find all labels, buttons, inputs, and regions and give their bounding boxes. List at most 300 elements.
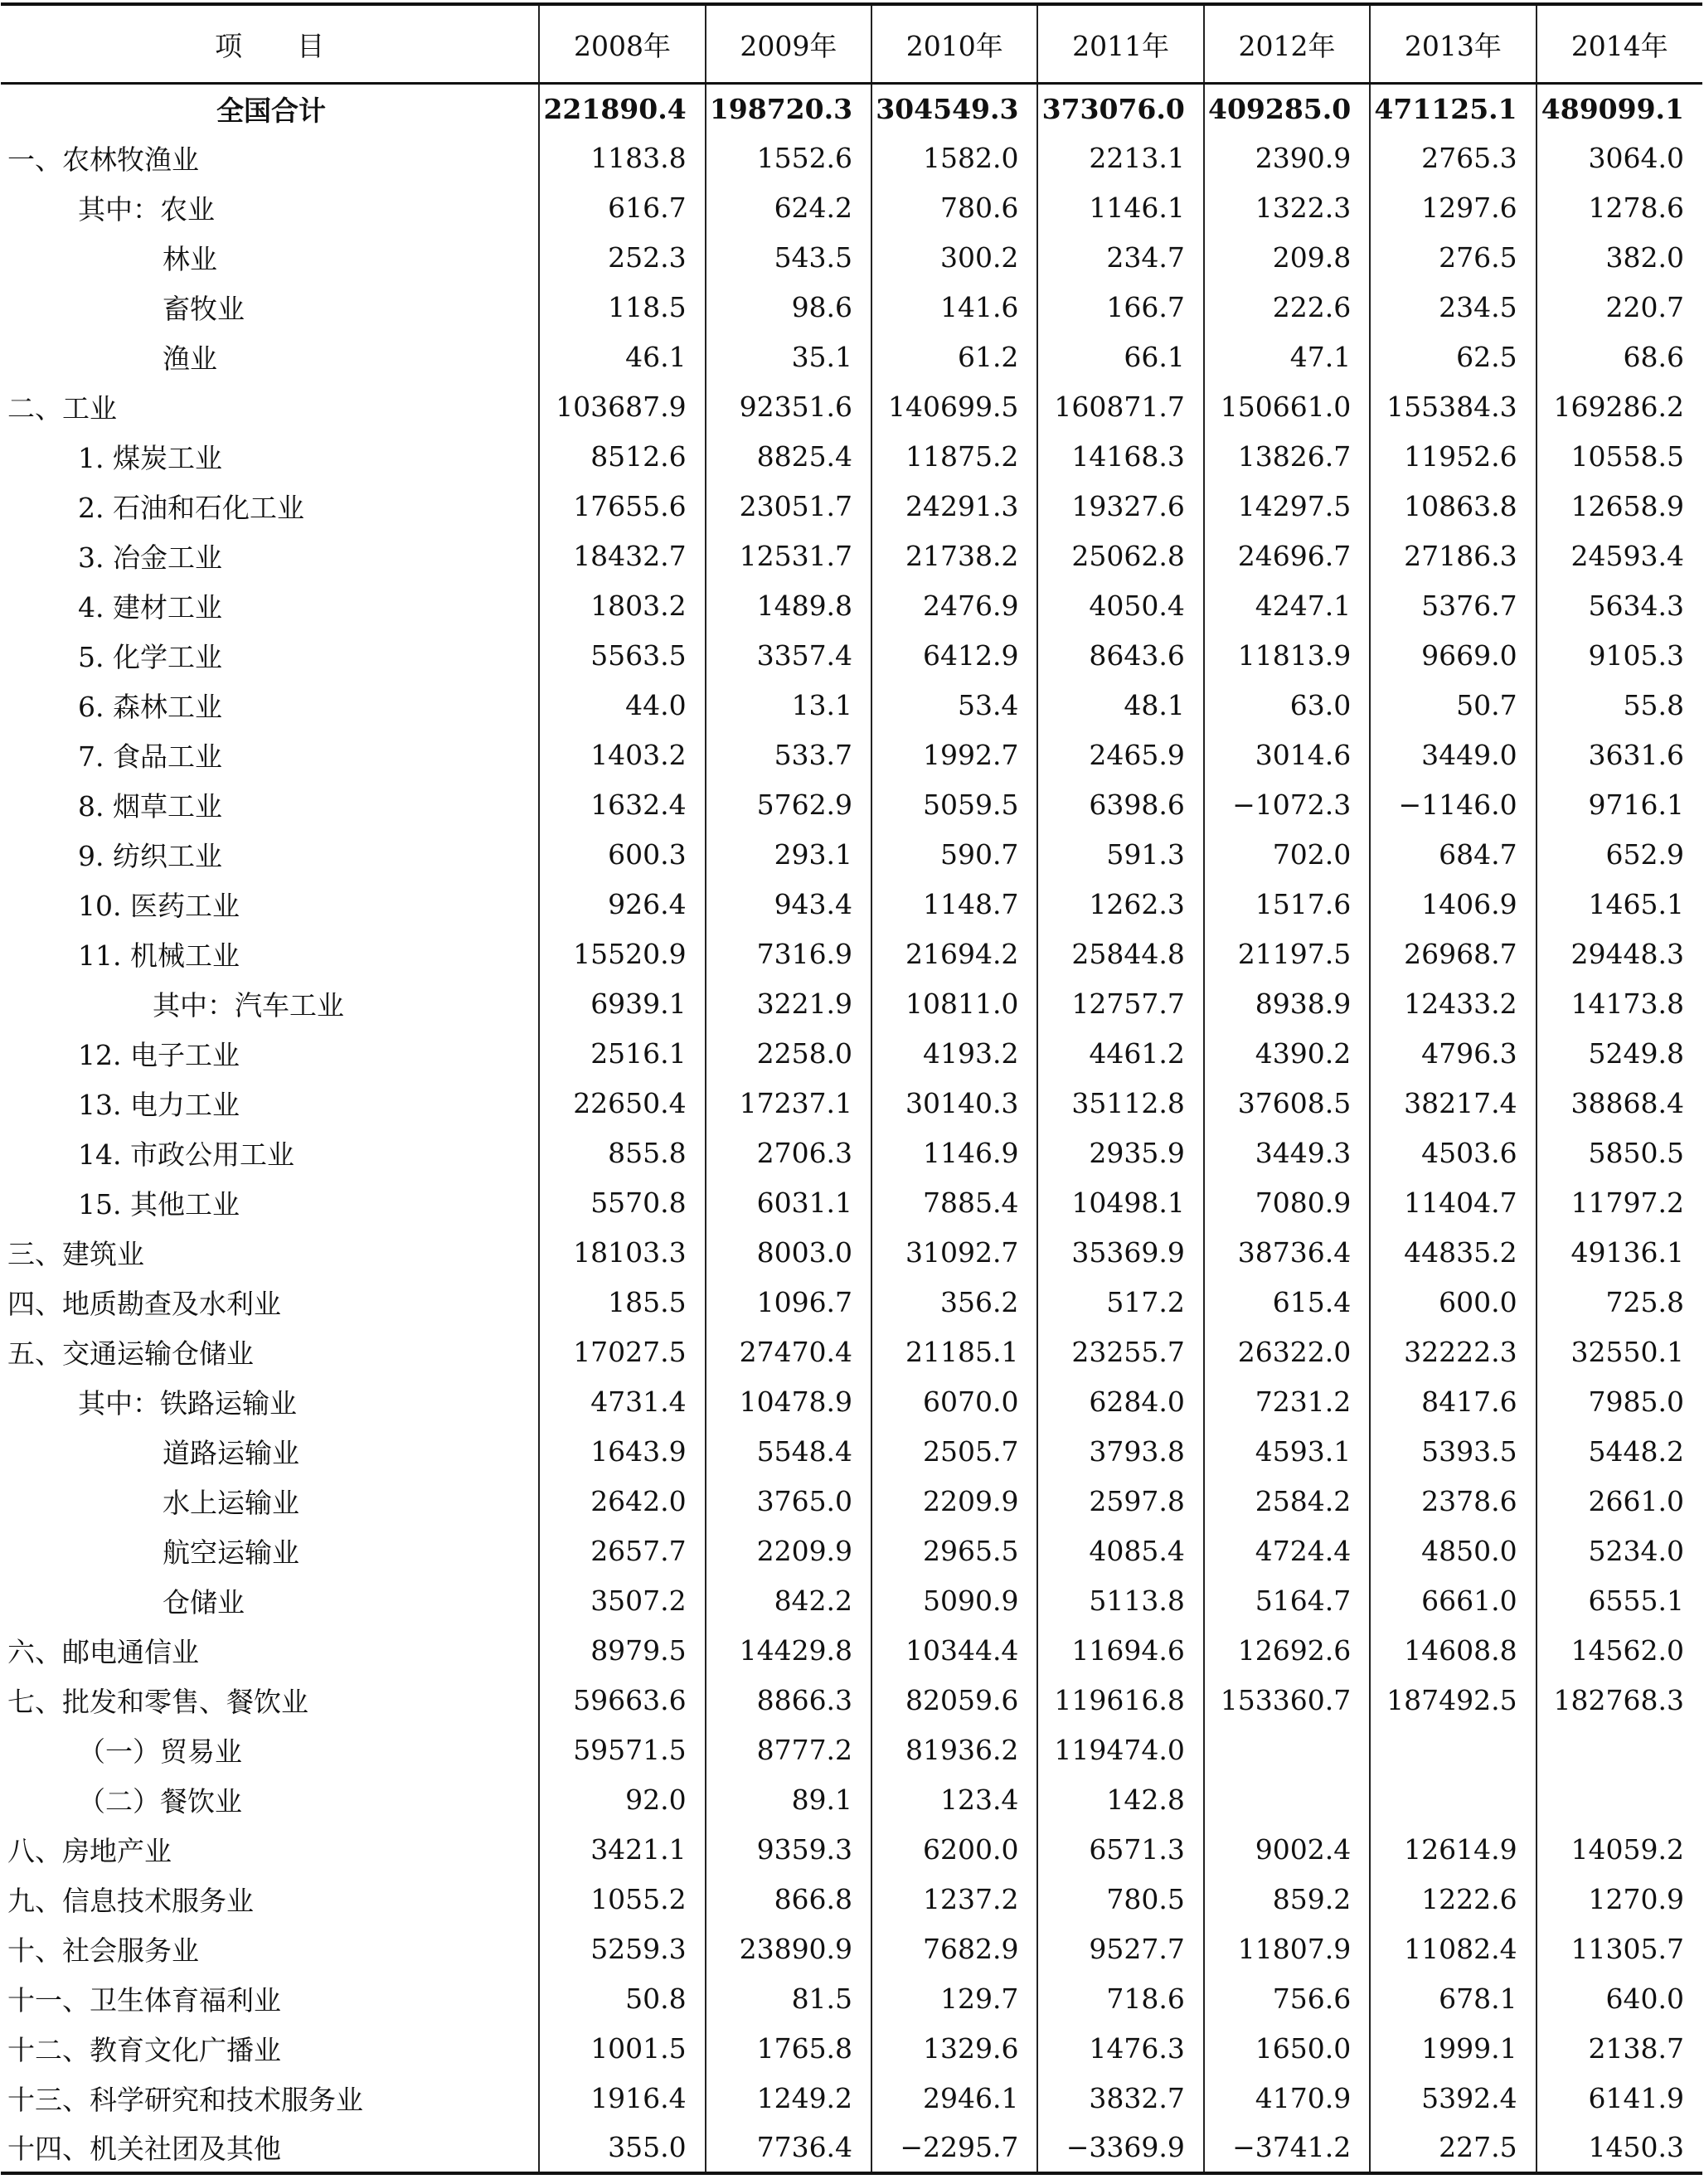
cell-value: 5563.5 [539,631,705,681]
cell-value: 3014.6 [1204,730,1370,780]
cell-value: 187492.5 [1370,1676,1536,1725]
cell-value: 855.8 [539,1128,705,1178]
cell-value: 300.2 [871,233,1037,283]
cell-value: 37608.5 [1204,1079,1370,1128]
cell-value: 32222.3 [1370,1327,1536,1377]
cell-value: 9527.7 [1037,1924,1203,1974]
cell-value: 3793.8 [1037,1427,1203,1477]
row-label: 十四、机关社团及其他 [7,2133,281,2165]
cell-value: 153360.7 [1204,1676,1370,1725]
cell-value: 6398.6 [1037,780,1203,830]
cell-value: 221890.4 [539,84,705,133]
cell-value: 142.8 [1037,1775,1203,1825]
table-row [1,1626,1702,1676]
cell-value: 2946.1 [871,2074,1037,2123]
cell-value: 4593.1 [1204,1427,1370,1477]
cell-value: 31092.7 [871,1228,1037,1278]
cell-value: 234.7 [1037,233,1203,283]
table-row [1,681,1702,730]
row-label: （二）餐饮业 [78,1785,242,1818]
table-row [1,432,1702,482]
cell-value: 293.1 [706,830,871,880]
cell-value: 5376.7 [1370,581,1536,631]
cell-value: 32550.1 [1537,1327,1702,1377]
cell-value: 1146.9 [871,1128,1037,1178]
table-row [1,1377,1702,1427]
cell-value: 62.5 [1370,332,1536,382]
cell-value: 4503.6 [1370,1128,1536,1178]
row-label: 八、房地产业 [7,1835,172,1867]
cell-value: 23890.9 [706,1924,871,1974]
cell-value [1537,1775,1702,1825]
cell-value: 2138.7 [1537,2024,1702,2074]
cell-value: 48.1 [1037,681,1203,730]
row-label: 九、信息技术服务业 [7,1885,254,1917]
table-row [1,1128,1702,1178]
table-row [1,1327,1702,1377]
table-row [1,730,1702,780]
row-label: 七、批发和零售、餐饮业 [7,1686,308,1718]
cell-value: 26968.7 [1370,929,1536,979]
cell-value: 5570.8 [539,1178,705,1228]
cell-value: −1072.3 [1204,780,1370,830]
cell-value: 11797.2 [1537,1178,1702,1228]
cell-value: 141.6 [871,283,1037,332]
cell-value: 13.1 [706,681,871,730]
table-row [1,531,1702,581]
row-label: 15. 其他工业 [78,1188,240,1221]
row-label: 14. 市政公用工业 [78,1138,294,1171]
cell-value: 155384.3 [1370,382,1536,432]
cell-value: 15520.9 [539,929,705,979]
cell-value: 8777.2 [706,1725,871,1775]
cell-value: 29448.3 [1537,929,1702,979]
cell-value: 27470.4 [706,1327,871,1377]
cell-value: 5548.4 [706,1427,871,1477]
cell-value: 166.7 [1037,283,1203,332]
cell-value: 22650.4 [539,1079,705,1128]
cell-value: 5249.8 [1537,1029,1702,1079]
cell-value: 119474.0 [1037,1725,1203,1775]
table-row [1,1725,1702,1775]
row-label: 6. 森林工业 [78,691,222,723]
cell-value: 6200.0 [871,1825,1037,1875]
cell-value: 50.7 [1370,681,1536,730]
cell-value: 17237.1 [706,1079,871,1128]
cell-value: 14059.2 [1537,1825,1702,1875]
row-label: 12. 电子工业 [78,1039,240,1071]
cell-value: 227.5 [1370,2123,1536,2173]
cell-value: 160871.7 [1037,382,1203,432]
cell-value: 5090.9 [871,1576,1037,1626]
table-row [1,1079,1702,1128]
row-label: 9. 纺织工业 [78,840,222,872]
table-row [1,1427,1702,1477]
cell-value: 3449.0 [1370,730,1536,780]
cell-value: 2965.5 [871,1526,1037,1576]
row-label: 5. 化学工业 [78,641,222,673]
cell-value: 7682.9 [871,1924,1037,1974]
cell-value: 234.5 [1370,283,1536,332]
cell-value: 92.0 [539,1775,705,1825]
cell-value: 10811.0 [871,979,1037,1029]
cell-value: 866.8 [706,1875,871,1924]
cell-value: 1765.8 [706,2024,871,2074]
row-label: 航空运输业 [163,1536,299,1569]
cell-value: 1403.2 [539,730,705,780]
cell-value: 12692.6 [1204,1626,1370,1676]
table-row [1,1676,1702,1725]
cell-value: 1582.0 [871,133,1037,183]
cell-value: 533.7 [706,730,871,780]
table-row [1,929,1702,979]
table-row [1,631,1702,681]
cell-value: 4193.2 [871,1029,1037,1079]
table-row [1,183,1702,233]
cell-value: 1222.6 [1370,1875,1536,1924]
cell-value: 63.0 [1204,681,1370,730]
row-label: 十、社会服务业 [7,1934,199,1967]
cell-value: 2213.1 [1037,133,1203,183]
cell-value: 1297.6 [1370,183,1536,233]
cell-value: 252.3 [539,233,705,283]
cell-value: 5448.2 [1537,1427,1702,1477]
cell-value: 2765.3 [1370,133,1536,183]
cell-value: 14562.0 [1537,1626,1702,1676]
cell-value: 3507.2 [539,1576,705,1626]
cell-value: 3449.3 [1204,1128,1370,1178]
cell-value [1204,1775,1370,1825]
cell-value: 4731.4 [539,1377,705,1427]
cell-value: 35112.8 [1037,1079,1203,1128]
cell-value: 615.4 [1204,1278,1370,1327]
cell-value: 81936.2 [871,1725,1037,1775]
total-row [1,84,1702,133]
cell-value: 38868.4 [1537,1079,1702,1128]
cell-value: 12658.9 [1537,482,1702,531]
cell-value: 2209.9 [706,1526,871,1576]
cell-value: 1517.6 [1204,880,1370,929]
cell-value: 198720.3 [706,84,871,133]
cell-value: 8979.5 [539,1626,705,1676]
cell-value: 123.4 [871,1775,1037,1825]
cell-value: 382.0 [1537,233,1702,283]
row-label: 十一、卫生体育福利业 [7,1984,281,2017]
header-year: 2013年 [1370,4,1536,84]
cell-value: 8643.6 [1037,631,1203,681]
cell-value: 756.6 [1204,1974,1370,2024]
cell-value: 1322.3 [1204,183,1370,233]
cell-value: 842.2 [706,1576,871,1626]
cell-value: 10344.4 [871,1626,1037,1676]
cell-value: 1552.6 [706,133,871,183]
cell-value: 780.6 [871,183,1037,233]
header-year: 2014年 [1537,4,1702,84]
cell-value: 21694.2 [871,929,1037,979]
cell-value: 5259.3 [539,1924,705,1974]
statistics-table [1,2,1702,2175]
row-label: 二、工业 [7,392,117,425]
cell-value: 780.5 [1037,1875,1203,1924]
cell-value: 11875.2 [871,432,1037,482]
cell-value: 5762.9 [706,780,871,830]
cell-value: 926.4 [539,880,705,929]
cell-value: 6939.1 [539,979,705,1029]
cell-value: 4724.4 [1204,1526,1370,1576]
cell-value: 471125.1 [1370,84,1536,133]
row-label: 三、建筑业 [7,1238,144,1270]
table-row [1,1228,1702,1278]
cell-value: 18432.7 [539,531,705,581]
cell-value: 2476.9 [871,581,1037,631]
table-row [1,1775,1702,1825]
cell-value: 3631.6 [1537,730,1702,780]
cell-value: 129.7 [871,1974,1037,2024]
cell-value: 12433.2 [1370,979,1536,1029]
cell-value: 1650.0 [1204,2024,1370,2074]
cell-value: 27186.3 [1370,531,1536,581]
cell-value: 859.2 [1204,1875,1370,1924]
cell-value: 943.4 [706,880,871,929]
row-label: 3. 冶金工业 [78,541,222,574]
cell-value: 222.6 [1204,283,1370,332]
cell-value: 2258.0 [706,1029,871,1079]
cell-value: 1055.2 [539,1875,705,1924]
row-label: （一）贸易业 [78,1735,242,1768]
cell-value: 38736.4 [1204,1228,1370,1278]
cell-value: 9669.0 [1370,631,1536,681]
cell-value [1537,1725,1702,1775]
cell-value: 169286.2 [1537,382,1702,432]
cell-value: 1450.3 [1537,2123,1702,2173]
cell-value: 517.2 [1037,1278,1203,1327]
cell-value: 6571.3 [1037,1825,1203,1875]
cell-value: 5164.7 [1204,1576,1370,1626]
cell-value: 61.2 [871,332,1037,382]
cell-value: 14168.3 [1037,432,1203,482]
cell-value: 66.1 [1037,332,1203,382]
cell-value: 11694.6 [1037,1626,1203,1676]
cell-value: 11082.4 [1370,1924,1536,1974]
cell-value: 355.0 [539,2123,705,2173]
table-row [1,780,1702,830]
cell-value: 44835.2 [1370,1228,1536,1278]
cell-value: −1146.0 [1370,780,1536,830]
cell-value: 185.5 [539,1278,705,1327]
cell-value: 2378.6 [1370,1477,1536,1526]
cell-value: 4796.3 [1370,1029,1536,1079]
cell-value: 5059.5 [871,780,1037,830]
cell-value: 19327.6 [1037,482,1203,531]
cell-value [1370,1725,1536,1775]
cell-value: 11305.7 [1537,1924,1702,1974]
cell-value: 1278.6 [1537,183,1702,233]
cell-value: 8825.4 [706,432,871,482]
table-row [1,1974,1702,2024]
table-row [1,1576,1702,1626]
cell-value: −2295.7 [871,2123,1037,2173]
cell-value: 489099.1 [1537,84,1702,133]
cell-value: 2584.2 [1204,1477,1370,1526]
cell-value: 182768.3 [1537,1676,1702,1725]
cell-value: 1465.1 [1537,880,1702,929]
cell-value: 18103.3 [539,1228,705,1278]
header-year: 2010年 [871,4,1037,84]
cell-value: 44.0 [539,681,705,730]
cell-value: 21185.1 [871,1327,1037,1377]
cell-value: 590.7 [871,830,1037,880]
table-body [1,84,1702,2173]
cell-value: 4050.4 [1037,581,1203,631]
cell-value: 725.8 [1537,1278,1702,1327]
table-row [1,1875,1702,1924]
cell-value: 1146.1 [1037,183,1203,233]
cell-value: 9359.3 [706,1825,871,1875]
cell-value: 24696.7 [1204,531,1370,581]
cell-value: −3741.2 [1204,2123,1370,2173]
cell-value: 4850.0 [1370,1526,1536,1576]
table-row [1,2024,1702,2074]
cell-value: 7885.4 [871,1178,1037,1228]
row-label: 13. 电力工业 [78,1089,240,1121]
cell-value: 1803.2 [539,581,705,631]
cell-value: 543.5 [706,233,871,283]
cell-value: 591.3 [1037,830,1203,880]
cell-value: 17027.5 [539,1327,705,1377]
table-row [1,1278,1702,1327]
table-row [1,979,1702,1029]
header-item: 项 目 [215,29,325,62]
cell-value: 11813.9 [1204,631,1370,681]
cell-value: 2516.1 [539,1029,705,1079]
row-label: 渔业 [163,342,217,375]
table-row [1,1825,1702,1875]
cell-value: 4247.1 [1204,581,1370,631]
cell-value: 5850.5 [1537,1128,1702,1178]
cell-value: 89.1 [706,1775,871,1825]
table-row [1,581,1702,631]
cell-value: 14297.5 [1204,482,1370,531]
cell-value: 7080.9 [1204,1178,1370,1228]
row-label: 7. 食品工业 [78,740,222,773]
cell-value: 118.5 [539,283,705,332]
cell-value: 1406.9 [1370,880,1536,929]
cell-value: 35369.9 [1037,1228,1203,1278]
table-row [1,233,1702,283]
cell-value: 24593.4 [1537,531,1702,581]
cell-value: 616.7 [539,183,705,233]
cell-value: 3421.1 [539,1825,705,1875]
cell-value: 6555.1 [1537,1576,1702,1626]
cell-value: 356.2 [871,1278,1037,1327]
cell-value: 1262.3 [1037,880,1203,929]
row-label: 十二、教育文化广播业 [7,2034,281,2066]
cell-value: 1096.7 [706,1278,871,1327]
header-year: 2009年 [706,4,871,84]
table-row [1,133,1702,183]
cell-value: 81.5 [706,1974,871,2024]
cell-value: 13826.7 [1204,432,1370,482]
cell-value: 1992.7 [871,730,1037,780]
header-year: 2011年 [1037,4,1203,84]
cell-value: 6661.0 [1370,1576,1536,1626]
table-row [1,1526,1702,1576]
cell-value: 6031.1 [706,1178,871,1228]
cell-value: 3765.0 [706,1477,871,1526]
cell-value: 21197.5 [1204,929,1370,979]
cell-value: 1249.2 [706,2074,871,2123]
cell-value: 7736.4 [706,2123,871,2173]
row-label: 五、交通运输仓储业 [7,1337,254,1370]
cell-value [1370,1775,1536,1825]
cell-value: 11952.6 [1370,432,1536,482]
cell-value: 3357.4 [706,631,871,681]
cell-value: 2505.7 [871,1427,1037,1477]
cell-value: 1999.1 [1370,2024,1536,2074]
cell-value: 5634.3 [1537,581,1702,631]
cell-value: 1643.9 [539,1427,705,1477]
cell-value: 276.5 [1370,233,1536,283]
cell-value: 2935.9 [1037,1128,1203,1178]
table-row [1,332,1702,382]
cell-value: 14608.8 [1370,1626,1536,1676]
cell-value: 4170.9 [1204,2074,1370,2123]
cell-value: 2209.9 [871,1477,1037,1526]
cell-value: 9105.3 [1537,631,1702,681]
cell-value: 220.7 [1537,283,1702,332]
cell-value: 103687.9 [539,382,705,432]
cell-value: 209.8 [1204,233,1370,283]
row-label: 其中：铁路运输业 [78,1387,297,1420]
cell-value: 12614.9 [1370,1825,1536,1875]
cell-value: 1183.8 [539,133,705,183]
row-label: 10. 医药工业 [78,890,240,922]
cell-value: 1916.4 [539,2074,705,2123]
table-row [1,283,1702,332]
cell-value: 26322.0 [1204,1327,1370,1377]
cell-value: 46.1 [539,332,705,382]
cell-value: 4461.2 [1037,1029,1203,1079]
row-label: 4. 建材工业 [78,591,222,624]
cell-value: 624.2 [706,183,871,233]
cell-value: 409285.0 [1204,84,1370,133]
cell-value: 11404.7 [1370,1178,1536,1228]
cell-value: 1270.9 [1537,1875,1702,1924]
cell-value: 6284.0 [1037,1377,1203,1427]
cell-value: 600.0 [1370,1278,1536,1327]
cell-value: 8866.3 [706,1676,871,1725]
table-row [1,1178,1702,1228]
cell-value: 1489.8 [706,581,871,631]
cell-value: −3369.9 [1037,2123,1203,2173]
cell-value: 10498.1 [1037,1178,1203,1228]
header-row [1,4,1702,84]
cell-value: 2465.9 [1037,730,1203,780]
row-label: 一、农林牧渔业 [7,143,199,176]
cell-value: 30140.3 [871,1079,1037,1128]
row-label: 十三、科学研究和技术服务业 [7,2084,363,2116]
cell-value: 678.1 [1370,1974,1536,2024]
cell-value: 25062.8 [1037,531,1203,581]
cell-value: 92351.6 [706,382,871,432]
cell-value: 3064.0 [1537,133,1702,183]
row-label: 2. 石油和石化工业 [78,492,304,524]
cell-value: 1001.5 [539,2024,705,2074]
table-row [1,482,1702,531]
cell-value: 23051.7 [706,482,871,531]
table-row [1,830,1702,880]
cell-value: 55.8 [1537,681,1702,730]
